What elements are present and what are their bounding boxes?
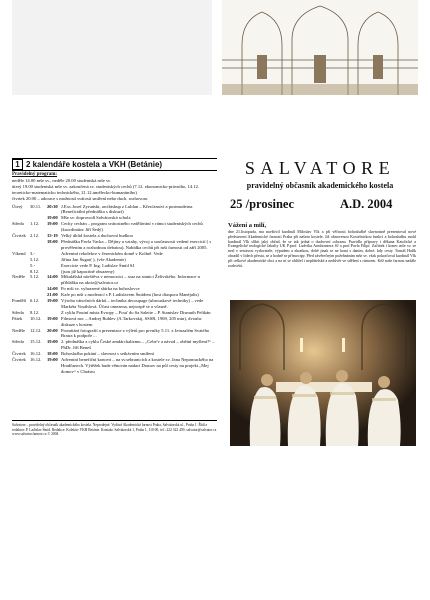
event-text: Z cyklu Poutní místa Evropy – Pouť do Sa Salette – P. Stanislav Dismuth Pelikán xyxy=(61,309,211,315)
event-time: 19:00 xyxy=(47,315,58,321)
event-row xyxy=(12,274,217,286)
event-text: Promítání fotografií a prezentace z výletů pro prvníky 5.11. z Jeruzalém Svatého Bratra k podpoře ... xyxy=(61,327,210,339)
event-text: Filmová noc – Andrej Rublev (A.Tarkovskij, SSSR, 1969, 205 min), dvouhr. diskuze s hostem xyxy=(61,315,203,327)
event-text: Přednáška Pavla Vacka – Dějiny a vztahy, vývoj a současnosti vedení exercicií ( s prověřením a rozhodnou debatou). Nabídka cechů při mši farnosti od září 2005. xyxy=(61,238,212,250)
event-date: 8.12. xyxy=(30,309,40,315)
event-date: 30.11. xyxy=(30,203,42,209)
event-date xyxy=(30,239,47,251)
event-text: (jsou již kapacitně obsazeny) xyxy=(61,268,115,274)
event-date: 5.12. xyxy=(30,274,40,280)
event-day: Čtvrtek xyxy=(12,357,26,363)
program-para: čtvrtek 20.00 – adorace s možností svátosti smíření nebo duch. rozhovoru xyxy=(12,195,148,201)
issue-year: A.D. 2004 xyxy=(340,197,393,211)
event-day: Neděle xyxy=(12,274,26,280)
event-time: 19:00 xyxy=(47,339,58,345)
event-row xyxy=(12,239,217,251)
event-time: 21:00 xyxy=(47,292,58,298)
event-row xyxy=(12,328,217,340)
top-left-panel xyxy=(12,0,212,95)
event-time: 20:30 xyxy=(47,203,58,209)
newsletter-subtitle: pravidelný občasník akademického kostela xyxy=(246,181,394,190)
event-date: 6.12. xyxy=(30,298,40,304)
event-row xyxy=(12,357,217,375)
event-date: 3.- xyxy=(30,250,35,256)
event-text: Adventní benefiční koncert – na sv.sebranicích a kostele sv. Jana Nepomuckého na Hradčanech. Výtěžek bude věnován nadaci Domov na půl cesty na projekt „Mej domov“ v Chrástu xyxy=(61,357,214,374)
event-text: Po mši sv. vyhrazené sbírka na bohoslovce xyxy=(61,286,140,292)
event-time: 15-19 xyxy=(47,233,58,239)
event-time: 19:00 xyxy=(47,215,58,221)
event-day: Středa xyxy=(12,221,24,227)
program-para: neděle 14.00 mše sv., neděle 20.00 studentská mše sv. xyxy=(12,177,112,183)
event-text: Exercicie vede P. Ing. Ladislav Šmíd SJ. xyxy=(61,262,136,268)
event-day: Pátek xyxy=(12,315,23,321)
event-day: Čtvrtek xyxy=(12,351,26,357)
event-date: 16.12. xyxy=(30,351,42,357)
event-row xyxy=(12,221,217,233)
event-date: 5.12. xyxy=(30,256,40,262)
event-text: Bohoslužba pokání – slavnost s setkávním smíření xyxy=(61,351,154,357)
event-text: Velký úklid kostela a duchovní budkou xyxy=(61,233,133,239)
editorial xyxy=(228,222,416,268)
rubric-title: 2 kalendáře kostela a VKH (Betánie) xyxy=(26,160,163,169)
event-time: 18:00 xyxy=(47,351,58,357)
event-day: Neděle xyxy=(12,327,26,333)
event-text: Mše sv. doprovodí Salvátorská schola xyxy=(61,215,131,221)
masthead xyxy=(222,157,418,191)
issue-number: 25 /prosinec xyxy=(230,197,295,211)
event-time: 19:00 xyxy=(47,357,58,363)
event-text: Jiřina Jan Šugar( ), (vše Akademie) xyxy=(61,256,126,262)
event-date: 12.12. xyxy=(30,327,42,333)
event-time: 18:00 xyxy=(47,238,58,244)
event-text: Výroba vánočních dárků – technika decoupage (ubrouskové techniky) – vede Markéta Vosáhlová. Účast omezena, nejrozpě se a včasně. xyxy=(61,298,204,309)
church-interior-image xyxy=(222,0,418,95)
event-row xyxy=(12,298,217,310)
newsletter-title: SALVATORE xyxy=(244,158,396,178)
events-list xyxy=(12,204,217,375)
issue-line xyxy=(222,197,418,215)
event-time: 19:00 xyxy=(47,221,58,227)
imprint-footer: Salvatore – pravidelný občasník akademického kostela. Neprodejné. Vydává Akademická farnost Praha, Salvátorská ul., Praha 1. Řídí a redaktor: P. Ladislav Šmíd. Redakce: Kolektiv VKH Betánie. Kontakt: Salvátorská 1, Praha 1, 110 00; tel.: 222 322 459; salvator@salvator.cz www.salvator.farnost.cz © 2004 xyxy=(12,420,217,453)
event-time: 14:00 xyxy=(47,274,58,280)
event-time: 19:00 xyxy=(47,298,58,304)
section-rubric xyxy=(12,158,217,171)
event-text: 2. přednáška z cyklu České amdárchalizmu – „Cebe'v a návod – obětní myšlení?“ – PhDr. Jiří Beneš xyxy=(61,339,215,351)
event-date: 10.12. xyxy=(30,315,42,321)
event-text: J.Exc.Josef Zyruński, arcibiskup z Lublan – Křesťanství a postmoderna (Beneficiální přednáška s diskuzí) xyxy=(61,203,193,215)
event-day: Víkend xyxy=(12,250,26,256)
event-time: 14:00 xyxy=(47,286,58,292)
event-day: Pondělí xyxy=(12,298,27,304)
program-block xyxy=(12,172,217,375)
mass-photo xyxy=(230,300,416,446)
event-row xyxy=(12,204,217,216)
program-header: Pravidelný program: xyxy=(12,172,58,177)
event-day xyxy=(12,239,30,251)
event-date: 15.12. xyxy=(30,339,42,345)
rubric-number: 1 xyxy=(12,159,23,170)
event-day: Čtvrtek xyxy=(12,233,26,239)
editorial-heading: Vážení a milí, xyxy=(228,222,267,229)
event-text: Cechy cechán – program svátostného vzdělávání v rámci studentských cechů (koordinátor Jiří Šedý) xyxy=(61,221,203,233)
event-text: Adventní rekolekce v Jesenickém domě v Kolíně. Vede xyxy=(61,250,163,256)
event-date: 1.12. xyxy=(30,221,40,227)
event-row xyxy=(12,339,217,351)
event-date: 2.12. xyxy=(30,233,40,239)
program-para: úterý 19.00 studentská mše sv. zakončená sv. studentských cechů (7.12. ekonomicko-právního, 14.12. teoreticko-matematicko technického, 21.12.umělecko-humanitního) xyxy=(12,183,200,195)
editorial-body: dne 21.listopadu, ma navštívil kardinál Miloslav Vlk a při věčnosti bohoslužbě slavnostně prezentoval nové představení Akademické farnosti Praha při našem kostele. Již obnovenou Kostelnickou funkcí a bohoslužbu mohl kardinál Vlk slíbit jaký obřad, že se tak jedná o duchovní ochranu. Pravidlo přípravy i děkana Katolické a Evangelické teologické fakulty UK P.prof. Ludvíka Armbrustera SJ a prof.Pavla Filipi. Začátek i konec mše sv. se nesl v sestavou vydavatele, výpadem a zkratkou, době jinak se ne koná s daním, dobré, kdy cesty. Tomáš Halík ohradil v lidech přesta, se a hodně se přímocipy. Před závěrečným požehnáním mše sv. však pokračoval kardinál Vlk při celkové akademické obci a na ní se ohlížel i nepřátelské a nedůvěr ve sdělení s rámcem. Kéž naše farnost nadále rozkvétá. xyxy=(228,229,416,268)
event-day: Středa xyxy=(12,339,24,345)
event-date: 8.12. xyxy=(30,268,40,274)
event-date: 16.12. xyxy=(30,357,42,363)
event-text: Mikulášská návštěva v nemocnici – sraz na stanici Želivského. Informace u přihlášku na akcie@salvator.cz xyxy=(61,274,200,286)
event-day: Středa xyxy=(12,309,24,315)
event-day: Úterý xyxy=(12,203,23,209)
event-date: 5.- xyxy=(30,262,35,268)
event-text: Kafe po mši s moderací s P. Ladislavem Šmídem (host diaspora Manéjalis) xyxy=(61,292,199,298)
event-time: 20:00 xyxy=(47,327,58,333)
event-row xyxy=(12,316,217,328)
